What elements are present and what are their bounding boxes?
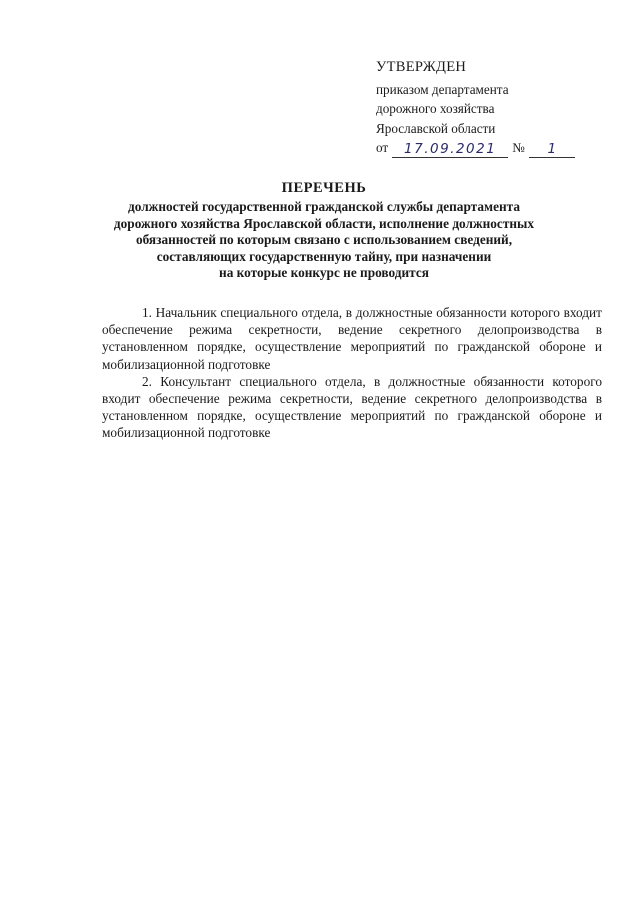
approval-date-number-line [376,138,606,158]
list-item: 2. Консультант специального отдела, в должностные обязанности которого входит обеспечение режима секретности, ведение секретного делопроизводства в установленном порядке, осуществление мероприятий по гражданской обороне и мобилизационной подготовке [102,373,602,441]
title-line: дорожного хозяйства Ярославской области, исполнение должностных [113,215,535,231]
approval-heading: УТВЕРЖДЕН [376,59,467,75]
approval-number-sign: № [512,140,525,156]
approval-line-region: Ярославской области [376,120,496,136]
approval-line-department: дорожного хозяйства [376,101,495,117]
title-line: обязанностей по которым связано с использованием сведений, [135,232,513,248]
approval-from-label: от [376,140,389,156]
title-line: составляющих государственную тайну, при назначении [156,248,492,264]
document-title-block [88,180,560,281]
document-title: ПЕРЕЧЕНЬ [281,180,367,196]
list-item: 1. Начальник специального отдела, в должностные обязанности которого входит обеспечение режима секретности, ведение секретного делопроизводства в установленном порядке, осуществление мероприятий по гражданской обороне и мобилизационной подготовке [102,305,602,372]
title-line: должностей государственной гражданской службы департамента [128,199,520,215]
approval-date-handwritten: 17.09.2021 [392,141,508,158]
positions-list [102,304,602,442]
approval-stamp-block [376,58,606,158]
approval-line-order: приказом департамента [376,81,509,97]
title-line: на которые конкурс не проводится [219,265,429,281]
approval-number-handwritten: 1 [529,141,575,158]
